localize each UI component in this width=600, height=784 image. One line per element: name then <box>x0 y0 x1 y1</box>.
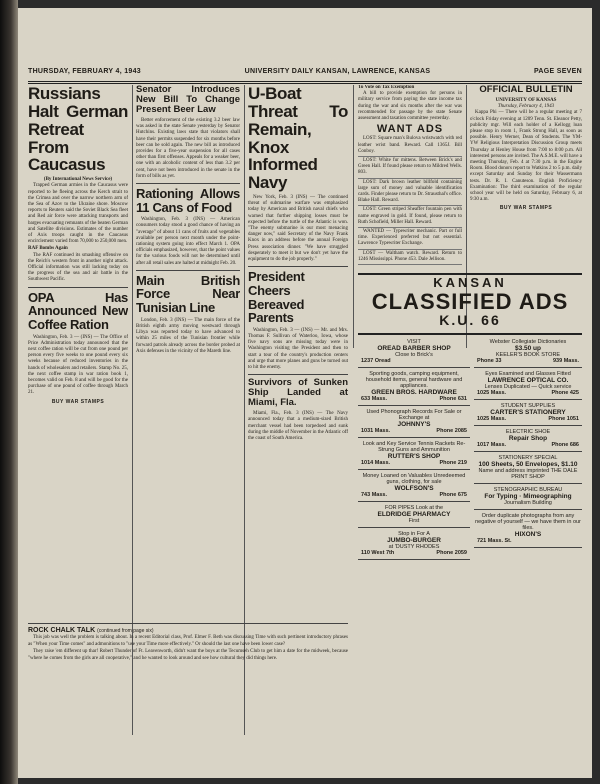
divider <box>136 270 240 271</box>
header-rule <box>28 81 582 84</box>
ad-title: STENOGRAPHIC BUREAU <box>493 487 563 493</box>
want-ad-item: LOST: White fur mittens. Between Brick's and Green Hall. If found please return to Mildred Wells. 803. <box>358 158 462 179</box>
divider <box>28 287 128 288</box>
advertisement <box>358 528 470 560</box>
ad-phone: Phone 2085 <box>436 428 467 434</box>
article-body: Washington, Feb. 3 (INS) — American consumers today stood a good chance of having an "average" of about 11 cans of fruits and vegetables available per person next month under the point-rationing system going into effect March 1. OPA officials emphasized, however, that the point values for the various foods will not be determined until after all retail sales are halted at midnight Feb. 20. <box>136 217 240 266</box>
ad-name: $3.50 up <box>514 345 541 352</box>
article-body: Better enforcement of the existing 3.2 beer law was asked in the state Senate yesterday by Senator Hutchins. Existing laws state that violators shall have their permits suspended for six months before beer can be sold again. The new bill as introduced provides for a five-year suspension for all cases other than first offenses. Appeals for a weaker beer, one with an alcoholic content of less than 3.2 per cent, have not been introduced in the senate in the form of bills as yet. <box>136 117 240 179</box>
ad-title: Look and Key Service Tennis Rackets Re-Strung Guns and Ammunition <box>362 441 466 453</box>
ad-sub: KEELER'S BOOK STORE <box>495 352 561 358</box>
headline-russians: Russians Halt German Retreat From Caucasus <box>28 85 128 175</box>
ad-addr: 721 Mass. St. <box>477 538 512 544</box>
article-body: Miami, Fla., Feb. 3 (INS) — The Navy announced today that a medium-sized British merchant vessel had been torpedoed and sunk during the middle of November in the Atlantic off the coast of South America. <box>248 411 348 441</box>
article-body: The RAF continued its smashing offensive on the Reich's western front in another night attack. Official information was still lacking today on the progress of the sea and air battle in the Southwest Pacific. <box>28 252 128 283</box>
advertisement <box>358 502 470 528</box>
ad-addr: 743 Mass. <box>361 492 387 498</box>
ad-name: GREEN BROS. HARDWARE <box>371 389 457 396</box>
headline-survivors: Survivors of Sunken Ship Landed at Miami, Fla. <box>248 377 348 409</box>
advertisement <box>474 368 582 400</box>
advertisement <box>474 426 582 452</box>
column-3 <box>248 85 348 620</box>
advertisement <box>474 400 582 426</box>
rock-chalk-body: They raise 'em different up thar! Robert Thunder of Ft. Leavenworth, didn't want the boys at the Tecumseh Club to get him a date for the midweek, because "where he comes from the girls are all cooperative," and he wanted to look around and see how cultural they did things here. <box>28 649 348 661</box>
ad-sub: First <box>408 518 420 524</box>
book-spine <box>0 0 18 784</box>
rock-chalk-body: This job was well the problem is talking about. In a recent Editorial class, Prof. Elmer F. Beth was discussing Time with such pertinent introductory phrases as "When your Time comes" and admonitions to "use your Time more effectively." Or should the last one have been lower case? <box>28 635 348 647</box>
ad-title: Eyes Examined and Glasses Fitted <box>485 371 571 377</box>
rock-chalk-talk <box>28 628 348 663</box>
classified-phone: K.U. 66 <box>439 312 501 328</box>
ads-column-right <box>474 336 582 548</box>
header-page: PAGE SEVEN <box>533 68 582 75</box>
advertisement <box>474 336 582 368</box>
headline-rationing: Rationing Allows 11 Cans of Food <box>136 185 240 215</box>
war-stamps-banner: BUY WAR STAMPS <box>499 205 553 212</box>
ad-addr: 1237 Oread <box>361 358 391 364</box>
advertisement <box>358 470 470 502</box>
ad-title: Stop in For A <box>398 531 430 537</box>
column-rule <box>353 85 354 348</box>
bulletin-date: Thursday, February 4, 1943 <box>497 104 555 110</box>
header-date: THURSDAY, FEBRUARY 4, 1943 <box>28 68 141 75</box>
ad-phone: Phone 1051 <box>548 416 579 422</box>
ad-name: LAWRENCE OPTICAL CO. <box>487 377 569 384</box>
article-body: Trapped German armies in the Caucasus were reported to be fleeing across the Kerch strait to the Crimea and over the narrow northern arm of the Sea of Azov to the Ukraine shore. Moscow reports to Reuters said the Soviet Black Sea fleet and Red air force were attacking transports and barges evacuating remnants of the beaten German and Satellite divisions. Estimates of the number of Axis troops caught in the Caucasus encirclement varied from 70,000 to 250,000 men. <box>28 183 128 245</box>
ad-name: For Typing · Mimeographing <box>484 493 572 500</box>
ad-name: CARTER'S STATIONERY <box>490 409 566 416</box>
page-edge <box>592 0 600 784</box>
ad-addr: Phone 33 <box>477 358 502 364</box>
bulletin-body: Kappa Phi — There will be a regular meeting at 7 o'clock Friday evening at 1209 Tenn. St. Eleanor Petty, publicity mgr. Will each holder of a Kellogg loan please stop in room 1, Frank Strong Hall, as soon as possible. Henry Werner, Dean of Students. The YM-YW Religious Interpretation Discussion Group meets Thursday at Henley House from 7:00 to 8:00 p.m. All interested persons are invited. The A.S.M.E. will have a meeting Thursday, Feb. 4 at 7:30 p.m. in the Engine Room. Blood donors report to Watkins 2 to 5 p.m. daily except Saturday and Sunday for their Wassermann tests. Dr. R. I. Canuteson. English Proficiency Examination: The third examination of the regular school year will be held on Saturday, February 6, at 9:30 a.m. <box>470 110 582 203</box>
ad-title: STUDENT SUPPLIES <box>500 403 556 409</box>
ad-name: JUMBO-BURGER <box>387 537 441 544</box>
ad-addr: 633 Mass. <box>361 396 387 402</box>
headline-british-force: Main British Force Near Tunisian Line <box>136 272 240 316</box>
headline-senator: Senator Introduces New Bill To Change Present Beer Law <box>136 85 240 115</box>
divider <box>136 183 240 184</box>
ad-addr: 1025 Mass. <box>477 390 507 396</box>
ad-name: 100 Sheets, 50 Envelopes, $1.10 <box>478 461 578 468</box>
ad-title: ELECTRIC SHOE <box>505 429 551 435</box>
byline: (By International News Service) <box>43 177 113 183</box>
subhead: RAF Bombs Again <box>28 246 68 252</box>
ad-title: Order duplicate photographs from any negative of yourself — we have them in our files. <box>475 513 581 531</box>
classified-banner <box>358 273 582 335</box>
classified-kansan: KANSAN <box>433 275 507 290</box>
ad-name: Repair Shop <box>508 435 548 442</box>
ad-title: FOR PIPES Look at the <box>384 505 444 511</box>
bulletin-sub: UNIVERSITY OF KANSAS <box>495 97 557 103</box>
ad-sub: Close to Brick's <box>395 352 433 358</box>
article-body: New York, Feb. 3 (INS) — The continued threat of submarine warfare was emphasized today by American and British naval chiefs who warned that further shipping losses must be expected before the turtle of the Atlantic is won. "The enemy submarine is our most menacing danger now," said Secretary of the Navy Frank Knox in an address before the annual Foreign Press association dinner. "We have struggled desperately to meet it but we don't yet have the equipment to do the job properly." <box>248 195 348 263</box>
ad-sub: Name and address imprinted THE DALE PRINT SHOP <box>478 468 578 480</box>
ad-phone: Phone 631 <box>439 396 467 402</box>
ad-sub: Lenses Duplicated — Quick service <box>484 384 572 390</box>
ad-name: OREAD BARBER SHOP <box>377 345 451 352</box>
want-ad-item: LOST: Dark brown leather billfold containing large sum of money and valuable identification cards. Finder please return to Dr. Strausthal's office. Blake Hall. Reward. <box>358 180 462 207</box>
advertisement <box>474 484 582 510</box>
ad-name: WOLFSON'S <box>394 485 434 492</box>
headline-president: President Cheers Bereaved Parents <box>248 269 305 326</box>
ad-phone: Phone 219 <box>439 460 467 466</box>
war-stamps-banner: BUY WAR STAMPS <box>51 398 105 405</box>
ad-phone: Phone 2059 <box>436 550 467 556</box>
advertisement <box>474 452 582 484</box>
headline-uboat: U-Boat Threat To Remain, Knox Informed Navy <box>248 85 348 193</box>
want-ad-item: WANTED — Typewriter mechanic. Part or full time. Experienced preferred but not essential. Lawrence Typewriter Exchange. <box>358 229 462 250</box>
headline-opa: OPA Has Announced New Coffee Ration <box>28 289 128 332</box>
ad-title: Sporting goods, camping equipment, household items, general hardware and appliances. <box>365 371 463 389</box>
ad-title: Webster Collegiate Dictionaries <box>489 339 567 345</box>
article-body: London, Feb. 3 (INS) — The main force of the British eighth army moving westward through Libya was reported today to have advanced to within 25 miles of the Tunisian frontier while forward patrols already across the border probed at Axis defenses in the vicinity of the Mareth line. <box>136 317 240 354</box>
article-body: Washington, Feb. 3 — (INS) — The Office of Price Administration today announced that the next coffee ration will be cut from one pound per person every five weeks to one pound every six weeks because of reduced inventories in the hands of wholesalers and retailers. Stamp No. 25, the next coffee stamp in war ration book 1, becomes valid on Feb. 8 and will be good for the purchase of one pound of coffee through March 21. <box>28 334 128 396</box>
want-ads-title: WANT ADS <box>376 123 444 136</box>
ad-addr: 1014 Mass. <box>361 460 391 466</box>
header-paper: UNIVERSITY DAILY KANSAN, LAWRENCE, KANSAS <box>244 68 431 75</box>
ad-name: HIXON'S <box>514 531 542 538</box>
ad-title: Used Phonograph Records For Sale or Exchange at <box>366 409 462 421</box>
ad-title: STATIONERY SPECIAL <box>498 455 558 461</box>
divider <box>248 374 348 375</box>
ad-phone: Phone 425 <box>551 390 579 396</box>
want-ad-item: LOST — Waltham watch. Reward. Return to 1246 Mississippi. Phone 453. Dale Jellison. <box>358 251 462 265</box>
want-ads-list <box>358 136 462 265</box>
advertisement <box>358 406 470 438</box>
tax-headline: To Vote on Tax Exemption <box>358 85 415 90</box>
ad-sub: at 'DUSTY RHODES <box>388 544 440 550</box>
ad-phone: 939 Mass. <box>553 358 579 364</box>
rock-chalk-title: ROCK CHALK TALK (continued from page six) <box>28 627 154 634</box>
advertisement <box>358 368 470 406</box>
want-ad-item: LOST: Green striped Sheaffer fountain pen with name engraved in gold. If found, please return to Ruth Schofield, Miller Hall. Reward. <box>358 207 462 228</box>
ad-addr: 1025 Mass. <box>477 416 507 422</box>
advertisement <box>358 336 470 368</box>
ad-addr: 1017 Mass. <box>477 442 507 448</box>
bulletin-title: OFFICIAL BULLETIN <box>479 85 573 95</box>
newspaper-page <box>18 8 592 778</box>
column-2 <box>136 85 240 620</box>
ad-title: VISIT <box>407 339 421 345</box>
want-ad-item: LOST: Square man's Bulova wristwatch with red leather wrist band. Reward. Call 1365J. Bill Conboy. <box>358 136 462 157</box>
ad-phone: Phone 686 <box>551 442 579 448</box>
divider <box>28 623 348 624</box>
divider <box>248 266 348 267</box>
ad-name: RUTTER'S SHOP <box>387 453 441 460</box>
ad-name: ELDRIDGE PHARMACY <box>377 511 451 518</box>
column-1 <box>28 85 128 685</box>
article-body: A bill to provide exemption for persons in military service from paying the state income tax during the war and six months after the war was recommended for passage by the state Senate assessment and taxation committee yesterday. <box>358 91 462 122</box>
ad-addr: 110 West 7th <box>361 550 395 556</box>
advertisement <box>358 438 470 470</box>
article-body: Washington, Feb. 3 — (INS) — Mr. and Mrs. Thomas F. Sullivan of Waterloo, Iowa, whose five navy sons are missing today were in Washington visiting the President and then to start a tour of the country's production centers and urge that more planes and guns be turned out to hit the enemy. <box>248 327 348 371</box>
ad-sub: Journalism Building <box>504 500 552 506</box>
page-header <box>28 68 582 79</box>
ad-addr: 1031 Mass. <box>361 428 391 434</box>
ad-phone: Phone 675 <box>439 492 467 498</box>
ad-name: JOHNNY'S <box>397 421 431 428</box>
advertisement <box>474 510 582 548</box>
classified-title: CLASSIFIED ADS <box>371 289 569 314</box>
ads-column-left <box>358 336 470 560</box>
ad-title: Money Loaned on Valuables Unredeemed guns, clothing, for sale <box>362 473 466 485</box>
